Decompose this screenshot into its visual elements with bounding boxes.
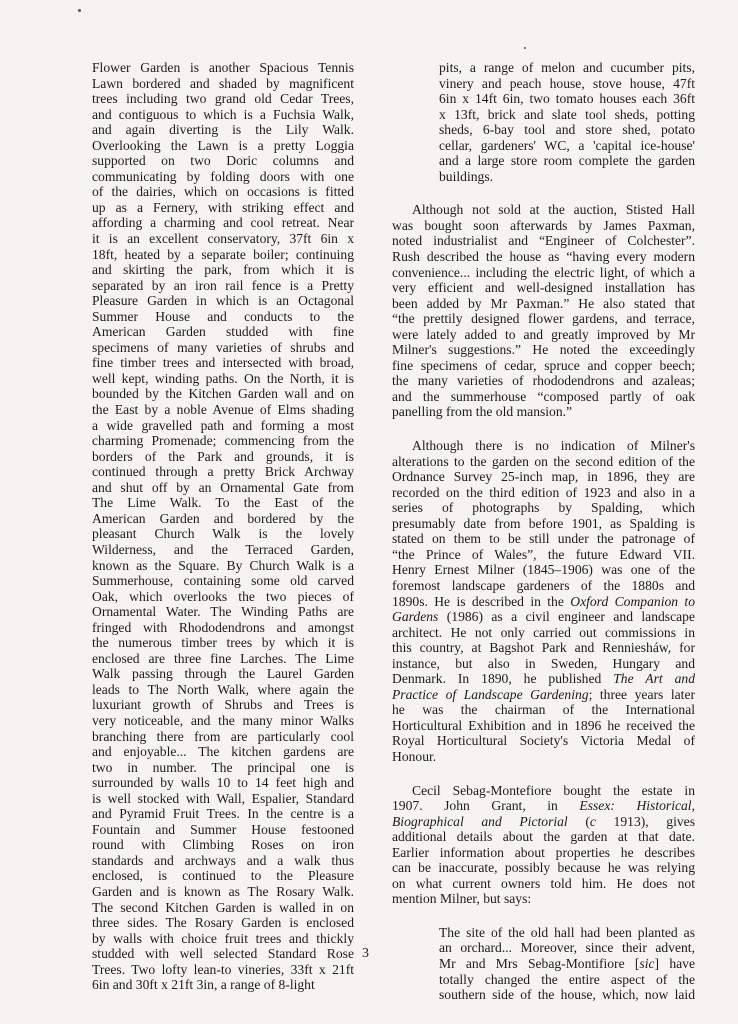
text-line: and shut off by an Ornamental Gate from	[92, 479, 354, 495]
text-line: and a large store room complete the garden	[439, 153, 695, 169]
text-line: fine specimens of cedar, spruce and copper beech;	[392, 357, 695, 373]
text-line: Earlier information about properties he describes	[392, 844, 695, 860]
text-line: pits, a range of melon and cucumber pits,	[439, 60, 695, 75]
book-title: Biographical and Pictorial	[392, 813, 568, 829]
text-line: very efficient and well-designed installation has	[392, 280, 695, 296]
text-line: sheds, 6-bay tool and store shed, potato	[439, 122, 695, 138]
text-line: 18ft, heated by a separate boiler; continuing	[92, 246, 354, 262]
text-line: well kept, winding paths. On the North, it is	[92, 370, 354, 386]
book-title: Essex: Historical,	[579, 798, 695, 814]
text-line: trees including two grand old Cedar Trees,	[92, 91, 354, 107]
text-line: is well stocked with Wall, Espalier, Standard	[92, 790, 354, 806]
text-line: instance, but also in Sweden, Hungary and	[392, 655, 695, 671]
text-line: were lately added to and greatly improved by Mr	[392, 326, 695, 342]
text-line: vinery and peach house, stove house, 47ft	[439, 75, 695, 91]
text-line: The second Kitchen Garden is walled in on	[92, 899, 354, 915]
text-line: and skirting the park, from which it is	[92, 262, 354, 278]
text-run: (1986) as a civil engineer and landscape	[438, 609, 695, 625]
scan-mark	[78, 9, 81, 12]
text-line: bounded by the Kitchen Garden wall and on	[92, 386, 354, 402]
text-line: southern side of the house, which, now laid	[439, 987, 695, 1003]
left-column	[92, 60, 354, 993]
text-line: he was the chairman of the International	[392, 702, 695, 718]
text-line: known as the Square. By Church Walk is a	[92, 557, 354, 573]
scan-mark	[524, 47, 526, 49]
book-title: The Art and	[613, 671, 695, 687]
text-line: x 13ft, brick and slate tool sheds, potting	[439, 106, 695, 122]
text-line: Horticultural Exhibition and in 1896 he received the	[392, 717, 695, 733]
text-line: alterations to the garden on the second edition of the	[392, 453, 695, 469]
text-line: Cecil Sebag-Montefiore bought the estate in	[412, 782, 695, 798]
text-line: luxuriant growth of Shrubs and Trees is	[92, 697, 354, 713]
text-line: Oak, which overlooks the two pieces of	[92, 588, 354, 604]
text-line	[392, 798, 695, 814]
quote-continuation	[439, 60, 695, 184]
circa-abbrev: c	[589, 813, 596, 829]
book-title: Practice of Landscape Gardening	[392, 686, 589, 702]
text-line: Milner's suggestions.” He noted the exceedingly	[392, 342, 695, 358]
text-run: 1907. John Grant, in	[392, 798, 558, 814]
text-line: continued through a pretty Brick Archway	[92, 464, 354, 480]
text-line: standards and archways and a walk thus	[92, 852, 354, 868]
text-line: series of photographs by Spalding, which	[392, 500, 695, 516]
book-title: Oxford Companion to	[570, 593, 695, 609]
text-line: Fountain and Summer House festooned	[92, 821, 354, 837]
text-line: an orchard... Moreover, since their advent,	[439, 940, 695, 956]
text-line: studded with well selected Standard Rose	[92, 946, 354, 962]
text-line: Summer House and conducts to the	[92, 308, 354, 324]
text-line: specimens of many varieties of shrubs and	[92, 339, 354, 355]
text-line: noted industrialist and “Engineer of Colchester”.	[392, 233, 695, 249]
text-line: Although there is no indication of Milner's	[412, 438, 695, 454]
text-line: The site of the old hall had been planted as	[439, 924, 695, 940]
text-line: a wide gravelled path and forming a most	[92, 417, 354, 433]
text-line: Summerhouse, containing some old carved	[92, 573, 354, 589]
text-line: pleasant Church Walk is the lovely	[92, 526, 354, 542]
text-line: Trees. Two lofty lean-to vineries, 33ft x 21ft	[92, 961, 354, 977]
text-line	[392, 594, 695, 610]
text-line: and enjoyable... The kitchen gardens are	[92, 744, 354, 760]
text-run: Mr and Mrs Sebag-Montifiore [	[439, 955, 640, 971]
text-line: two in number. The principal one is	[92, 759, 354, 775]
text-line: surrounded by walls 10 to 14 feet high and	[92, 775, 354, 791]
text-line: branching there from are particularly cool	[92, 728, 354, 744]
paragraph-milner	[392, 438, 695, 764]
text-line: Henry Ernest Milner (1845–1906) was one of the	[392, 562, 695, 578]
text-run: Denmark. In 1890, he published	[392, 671, 602, 687]
paragraph-paxman	[392, 202, 695, 420]
text-run: 1913), gives	[595, 813, 695, 829]
text-line	[392, 671, 695, 687]
text-line: “the Prince of Wales”, the future Edward VII.	[392, 546, 695, 562]
text-line: can be inaccurate, possibly because he was relying	[392, 860, 695, 876]
text-line: stated on them to be still under the patronage of	[392, 531, 695, 547]
sic-note: sic	[639, 955, 655, 971]
text-line: The Lime Walk. To the East of the	[92, 495, 354, 511]
text-line: 6in x 14ft 6in, two tomato houses each 36ft	[439, 91, 695, 107]
text-line: Ornamental Water. The Winding Paths are	[92, 604, 354, 620]
text-line: round with Climbing Roses on iron	[92, 837, 354, 853]
text-line	[439, 956, 695, 972]
text-line: buildings.	[439, 168, 494, 184]
text-line: recorded on the third edition of 1923 and also in a	[392, 484, 695, 500]
text-line: and the summerhouse “composed partly of oak	[392, 388, 695, 404]
text-line: and Pyramid Fruit Trees. In the centre is a	[92, 806, 354, 822]
text-line: architect. He not only carried out commissions in	[392, 624, 695, 640]
text-line: this country, at Bagshot Park and Renniesháw, for	[392, 640, 695, 656]
text-line: Wilderness, and the Terraced Garden,	[92, 541, 354, 557]
text-line	[392, 687, 695, 703]
text-line: Although not sold at the auction, Stisted Hall	[412, 202, 695, 218]
text-line: fine timber trees and intersected with broad,	[92, 355, 354, 371]
text-line: convenience... including the electric light, of which a	[392, 264, 695, 280]
text-line: panelling from the old mansion.”	[392, 404, 573, 420]
text-line	[392, 814, 695, 830]
text-line: enclosed, is continued to the Pleasure	[92, 868, 354, 884]
text-line: Rush described the house as “having every modern	[392, 249, 695, 265]
block-quote	[439, 925, 695, 1003]
text-line	[392, 609, 695, 625]
text-line: borders of the Park and grounds, it is	[92, 448, 354, 464]
text-line: Royal Horticultural Society's Victoria Medal of	[392, 733, 695, 749]
book-title: Gardens	[392, 609, 439, 625]
text-line: presumably date from before 1901, as Spalding is	[392, 515, 695, 531]
text-line: by walls with choice fruit trees and thickly	[92, 930, 354, 946]
text-run: 1890s. He is described in the	[392, 593, 564, 609]
text-line: charming Promenade; commencing from the	[92, 433, 354, 449]
text-line: it is an excellent conservatory, 37ft 6in x	[92, 231, 354, 247]
text-line: of the dairies, which on occasions is fitted	[92, 184, 354, 200]
text-line: Lawn bordered and shaded by magnificent	[92, 75, 354, 91]
text-run: (	[567, 813, 590, 829]
text-line: communicating by folding doors with one	[92, 168, 354, 184]
text-line: the many varieties of rhododendrons and azaleas;	[392, 373, 695, 389]
text-line: on what current owners told him. He does not	[392, 875, 695, 891]
text-line: Walk passing through the Laurel Garden	[92, 666, 354, 682]
text-line: enclosed are three fine Larches. The Lime	[92, 650, 354, 666]
text-line: Flower Garden is another Spacious Tennis	[92, 60, 354, 75]
text-line: cellar, gardeners' WC, a 'capital ice-house'	[439, 137, 695, 153]
text-line: been added by Mr Paxman.” He also stated that	[392, 295, 695, 311]
text-line: American Garden studded with fine	[92, 324, 354, 340]
text-line: the numerous timber trees by which it is	[92, 635, 354, 651]
text-line: and contiguous to which is a Fuchsia Walk,	[92, 106, 354, 122]
text-line: totally changed the entire aspect of the	[439, 971, 695, 987]
text-line: very noticeable, and the many minor Walks	[92, 712, 354, 728]
text-line: Pleasure Garden in which is an Octagonal	[92, 293, 354, 309]
text-run: ; three years later	[588, 686, 695, 702]
page-number: 3	[362, 946, 369, 961]
text-line: up as a Fernery, with striking effect and	[92, 199, 354, 215]
text-line: three sides. The Rosary Garden is enclosed	[92, 915, 354, 931]
text-line: Ordnance Survey 25-inch map, in 1896, they are	[392, 469, 695, 485]
text-run: ] have	[654, 955, 695, 971]
text-line: Garden and is known as The Rosary Walk.	[92, 883, 354, 899]
text-line: foremost landscape gardeners of the 1880s and	[392, 577, 695, 593]
text-line: “the prettily designed flower gardens, and terrace,	[392, 311, 695, 327]
text-line: supported on two Doric columns and	[92, 153, 354, 169]
text-line: separated by an iron rail fence is a Pretty	[92, 277, 354, 293]
text-line: affording a charming and cool retreat. Near	[92, 215, 354, 231]
text-line: Overlooking the Lawn is a pretty Loggia	[92, 137, 354, 153]
text-line: fringed with Rhododendrons and amongst	[92, 619, 354, 635]
text-line: additional details about the garden at that date.	[392, 829, 695, 845]
right-column	[392, 60, 695, 1003]
text-line: was bought soon afterwards by James Paxman,	[392, 217, 695, 233]
text-line: mention Milner, but says:	[392, 891, 532, 907]
text-line: the East by a noble Avenue of Elms shading	[92, 402, 354, 418]
paragraph-sebag-montefiore	[392, 783, 695, 907]
text-line: 6in and 30ft x 21ft 3in, a range of 8-light	[92, 977, 315, 993]
text-line: and again diverting is the Lily Walk.	[92, 122, 354, 138]
text-line: American Garden and bordered by the	[92, 510, 354, 526]
text-line: Honour.	[392, 748, 437, 764]
text-line: leads to The North Walk, where again the	[92, 681, 354, 697]
